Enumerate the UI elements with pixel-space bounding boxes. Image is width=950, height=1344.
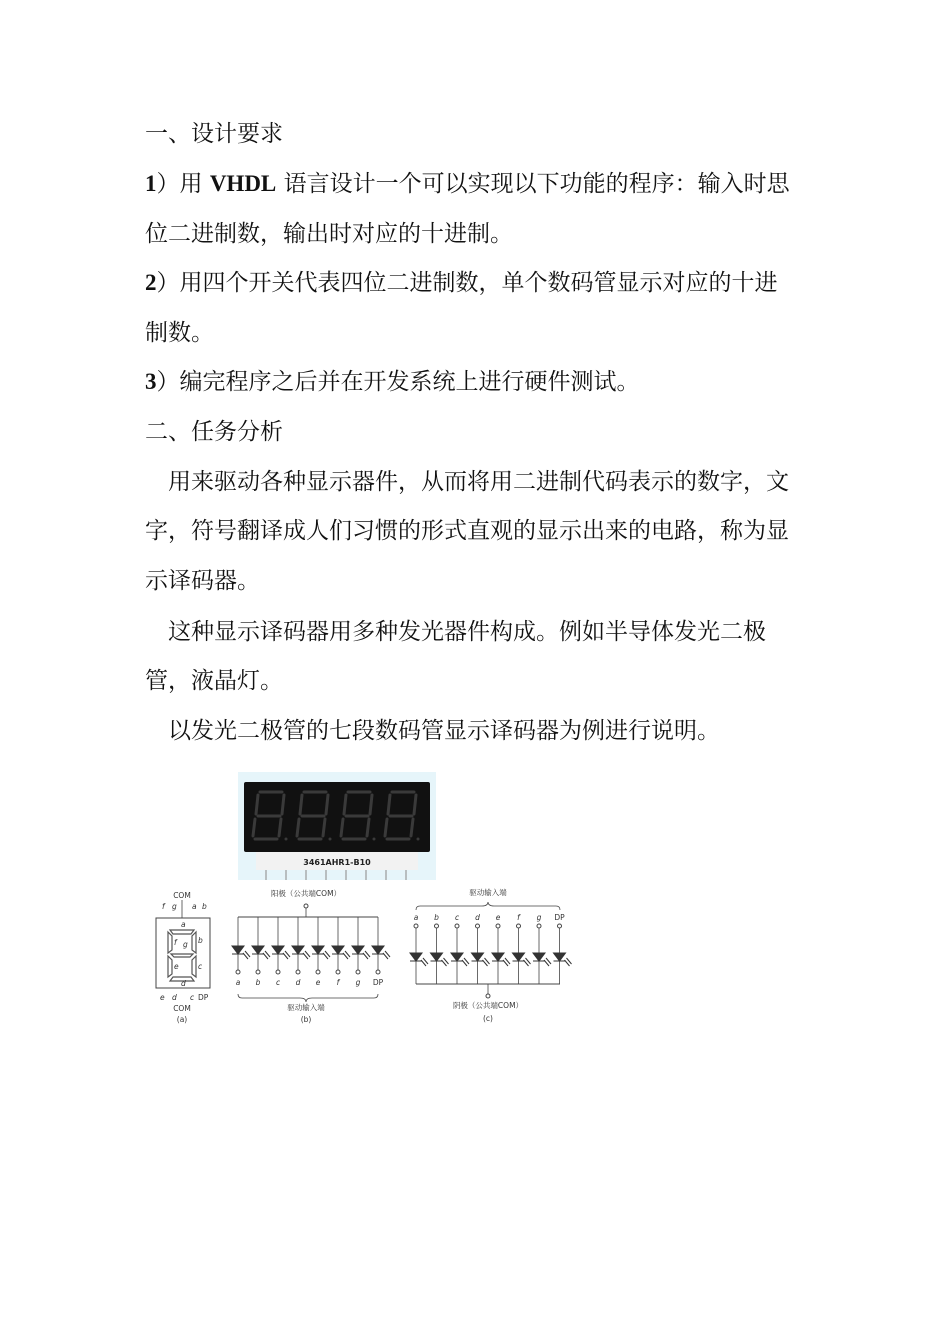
c-pin-label: a — [413, 913, 419, 922]
paragraph-1-line-1: 用来驱动各种显示器件，从而将用二进制代码表示的数字，文 — [168, 469, 789, 495]
a-seg-a: a — [181, 920, 186, 929]
a-seg-c: c — [198, 962, 203, 971]
a-com-bottom: COM — [173, 1004, 191, 1013]
led-diode-icon — [431, 953, 449, 966]
b-pin-label: DP — [372, 978, 384, 987]
paragraph-3: 以发光二极管的七段数码管显示译码器为例进行说明。 — [168, 718, 720, 744]
requirement-2-number: 2 — [145, 270, 157, 295]
c-pin-label: d — [475, 913, 480, 922]
c-pin-label: DP — [554, 913, 565, 922]
a-seg-g: g — [183, 940, 188, 949]
section-heading-analysis: 二、任务分析 — [145, 419, 283, 445]
a-pin-d: d — [172, 993, 177, 1002]
c-pin-label: c — [454, 913, 460, 922]
led-diode-icon — [292, 946, 310, 959]
led-diode-icon — [272, 946, 290, 959]
led-diode-icon — [312, 946, 330, 959]
c-pin-label: e — [495, 913, 501, 922]
a-seg-e: e — [174, 962, 179, 971]
c-caption: (c) — [483, 1014, 493, 1023]
b-title: 阳极（公共端COM） — [270, 889, 342, 898]
diagram-a-pinout — [156, 891, 210, 1024]
requirement-3 — [145, 367, 640, 397]
led-diode-icon — [554, 953, 572, 966]
c-pin-label: f — [517, 913, 520, 922]
requirement-1-number: 1 — [145, 171, 157, 196]
c-title: 驱动输入端 — [469, 888, 507, 897]
led-diode-icon — [332, 946, 350, 959]
b-pin-label: b — [255, 978, 261, 987]
requirement-2-continued: 制数。 — [145, 320, 214, 346]
requirement-1-text-b: 语言设计一个可以实现以下功能的程序：输入时思 — [276, 171, 790, 197]
diagram-c-common-cathode — [410, 887, 572, 1023]
led-diode-icon — [410, 953, 428, 966]
c-pin-label: g — [536, 913, 542, 922]
led-diode-icon — [451, 953, 469, 966]
b-caption: (b) — [300, 1015, 312, 1024]
c-pin-label: b — [434, 913, 439, 922]
section-heading-requirements: 一、设计要求 — [145, 121, 283, 147]
led-diode-icon — [472, 953, 490, 966]
led-diode-icon — [372, 946, 390, 959]
a-caption: (a) — [176, 1015, 188, 1024]
paragraph-1-line-2: 字，符号翻译成人们习惯的形式直观的显示出来的电路，称为显 — [145, 518, 789, 544]
requirement-2-text: ）用四个开关代表四位二进制数，单个数码管显示对应的十进 — [156, 270, 778, 296]
b-pin-label: c — [275, 978, 281, 987]
b-pin-label: f — [336, 978, 340, 987]
paragraph-2-line-1: 这种显示译码器用多种发光器件构成。例如半导体发光二极 — [168, 619, 766, 645]
a-pin-g: g — [172, 902, 177, 911]
a-pin-f: f — [162, 902, 165, 911]
part-number-label: 3461AHR1-B10 — [303, 858, 371, 867]
led-diode-icon — [352, 946, 370, 959]
a-pin-dp: DP — [198, 993, 209, 1002]
diagram-b-common-anode — [232, 888, 390, 1024]
display-module-photo — [238, 772, 436, 880]
paragraph-2-line-2: 管，液晶灯。 — [145, 668, 283, 694]
b-pin-label: a — [235, 978, 241, 987]
b-bottom-label: 驱动输入端 — [287, 1003, 325, 1012]
a-seg-f: f — [174, 938, 177, 947]
led-diode-icon — [252, 946, 270, 959]
b-pin-label: e — [315, 978, 321, 987]
b-pin-label: g — [355, 978, 361, 987]
requirement-1-vhdl: VHDL — [209, 171, 277, 196]
requirement-1-continued: 位二进制数，输出时对应的十进制。 — [145, 221, 513, 247]
led-diode-icon — [533, 953, 551, 966]
a-pin-c: c — [190, 993, 195, 1002]
requirement-1 — [145, 169, 790, 199]
led-diode-icon — [232, 946, 250, 959]
c-bottom-label: 阴极（公共端COM） — [452, 1001, 524, 1010]
a-seg-b: b — [198, 936, 203, 945]
a-pin-b: b — [202, 902, 207, 911]
a-com-top: COM — [173, 891, 191, 900]
requirement-1-text-a: ）用 — [156, 171, 210, 197]
requirement-3-number: 3 — [145, 369, 157, 394]
a-pin-a: a — [192, 902, 197, 911]
requirement-2 — [145, 268, 778, 298]
requirement-3-text: ）编完程序之后并在开发系统上进行硬件测试。 — [156, 369, 640, 395]
a-seg-d: d — [181, 979, 186, 988]
led-diode-icon — [492, 953, 510, 966]
led-diode-icon — [513, 953, 531, 966]
paragraph-1-line-3: 示译码器。 — [145, 568, 260, 594]
b-pin-label: d — [295, 978, 301, 987]
seven-segment-figure — [150, 772, 580, 1032]
a-pin-e: e — [160, 993, 165, 1002]
